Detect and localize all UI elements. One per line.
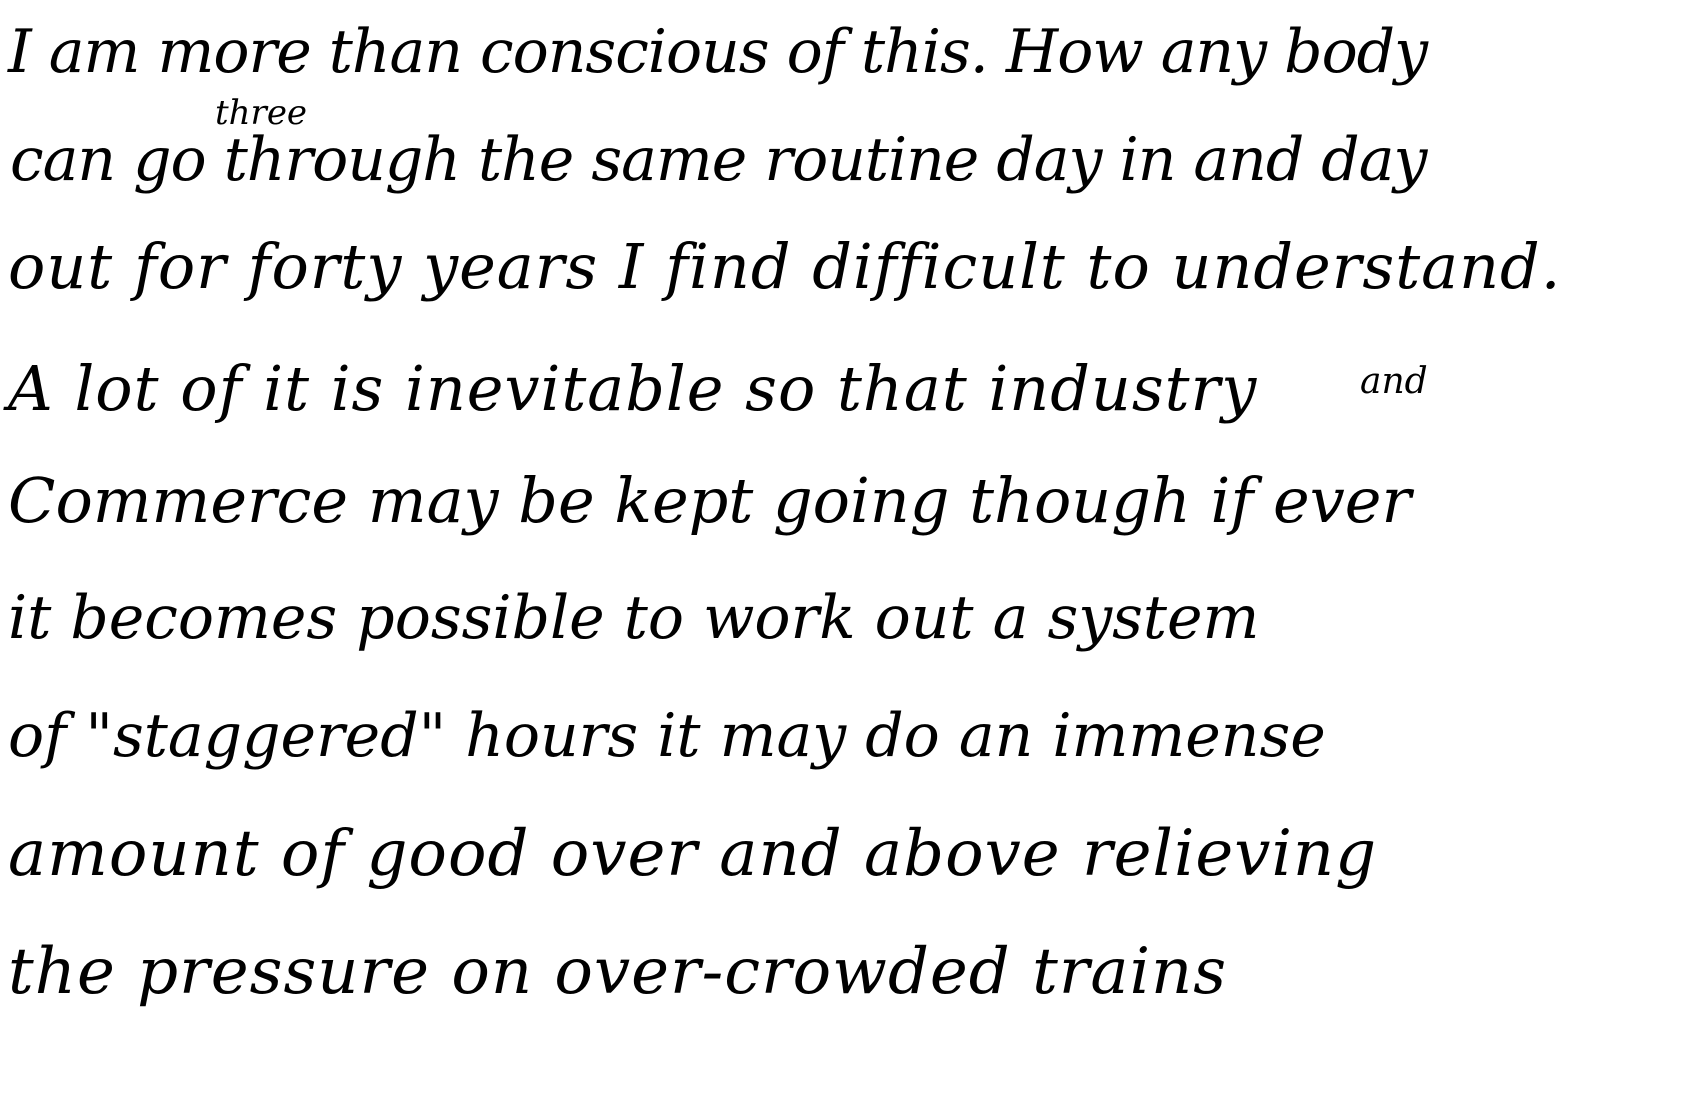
text-line-6: it becomes possible to work out a system [8,583,1260,653]
text-line-1: I am more than conscious of this. How any body [8,17,1427,87]
insertion-three: three [215,93,308,133]
text-line-5: Commerce may be kept going though if ever [8,464,1412,537]
text-line-8: amount of good over and above relieving [8,817,1378,891]
text-line-9: the pressure on over-crowded trains [8,935,1228,1009]
text-line-2: can go through the same routine day in and day [10,125,1427,195]
text-line-3: out for forty years I find difficult to understand. [8,230,1562,303]
text-line-4: A lot of it is inevitable so that industry [8,352,1258,425]
insertion-and: and [1360,361,1428,402]
text-line-7: of "staggered" hours it may do an immense [8,701,1326,771]
